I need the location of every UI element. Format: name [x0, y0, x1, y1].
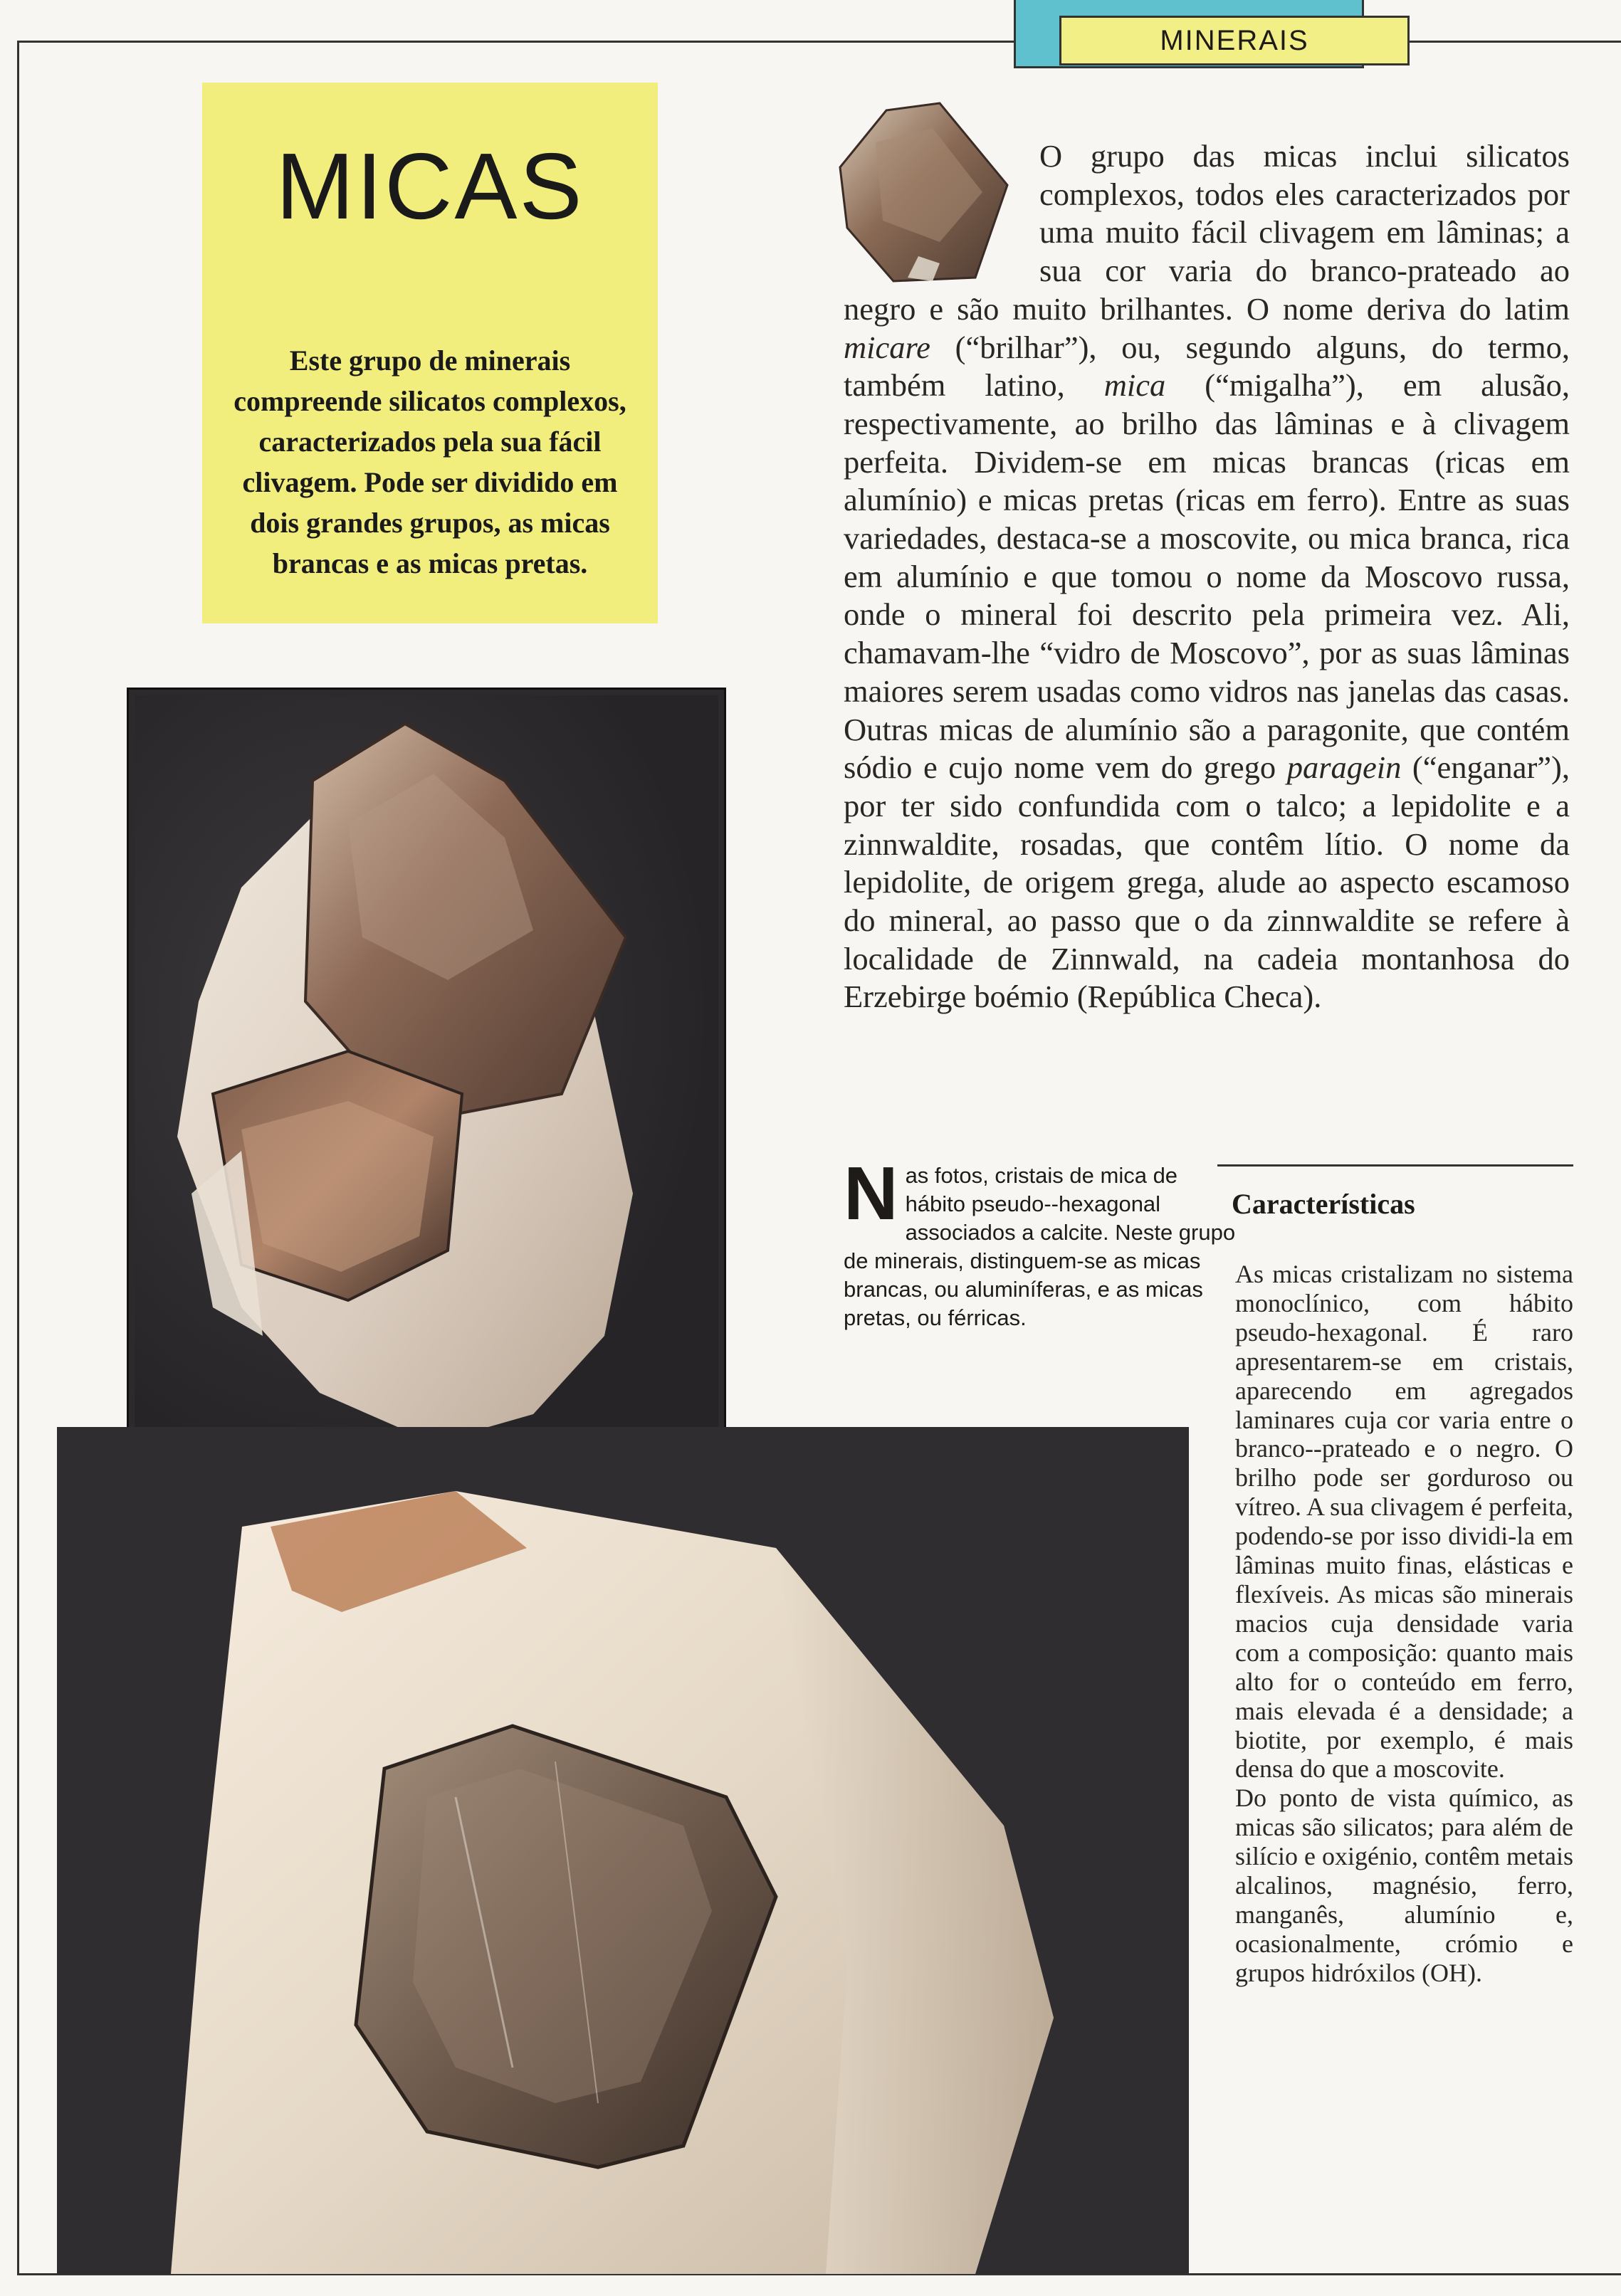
- page-frame-left: [17, 41, 19, 2275]
- term-mica: mica: [1103, 367, 1166, 404]
- section-label: MINERAIS: [1160, 24, 1309, 56]
- photo-caption: [844, 1152, 1242, 1332]
- body-part-1: O grupo das micas inclui silicatos complexos, todos eles caracterizados por uma muito fácil clivagem em lâminas; a sua cor varia do branco-prateado ao negro e são muito brilhantes. O nome deriva do latim: [844, 138, 1570, 327]
- body-part-2: (“brilhar”), ou, segundo alguns, do termo, também latino,: [844, 329, 1570, 404]
- mica-crystal-photo-1: [127, 688, 726, 1497]
- thumbnail-wrap-space: [844, 137, 1039, 287]
- body-part-4: (“enganar”), por ter sido confundida com o talco; a lepidolite e a zinnwaldite, rosadas, que contêm lítio. O nome da lepidolite, de origem grega, alude ao aspecto escamoso do mineral, ao passo que o da zinnwaldite se refere à localidade de Zinnwald, na cadeia montanhosa do Erzebirge boémio (República Checa).: [844, 749, 1570, 1015]
- mica-crystal-photo-2: [57, 1427, 1189, 2274]
- sidebar-text: [1235, 1260, 1573, 1988]
- lead-paragraph: Este grupo de minerais compreende silicatos complexos, caracterizados pela sua fácil clivagem. Pode ser dividido em dois grandes grupos, as micas brancas e as micas pretas.: [234, 344, 626, 579]
- title-box: [202, 83, 658, 623]
- section-tab: [1059, 16, 1410, 65]
- sidebar-paragraph-2: Do ponto de vista químico, as micas são silicatos; para além de silício e oxigénio, contêm metais alcalinos, magnésio, ferro, manganês, alumínio e, ocasionalmente, crómio e grupos hidróxilos (OH).: [1235, 1784, 1573, 1987]
- mica-specimen-illustration-2: [57, 1427, 1189, 2274]
- sidebar-heading: Características: [1232, 1188, 1415, 1220]
- caption-dropcap: N: [844, 1152, 898, 1236]
- sidebar-paragraph-1: As micas cristalizam no sistema monoclínico, com hábito pseudo-hexagonal. É raro apresentarem-se em cristais, aparecendo em agregados laminares cuja cor varia entre o branco--prateado e o negro. O brilho pode ser gorduroso ou vítreo. A sua clivagem é perfeita, podendo-se por isso dividi-la em lâminas muito finas, elásticas e flexíveis. As micas são minerais macios cuja densidade varia com a composição: quanto mais alto for o conteúdo em ferro, mais elevada é a densidade; a biotite, por exemplo, é mais densa do que a moscovite.: [1235, 1260, 1573, 1784]
- page-title: MICAS: [276, 134, 584, 238]
- mica-specimen-illustration-1: [135, 695, 718, 1490]
- sidebar-rule: [1217, 1164, 1573, 1167]
- main-article-text: [844, 137, 1570, 1016]
- body-part-3: (“migalha”), em alusão, respectivamente, ao brilho das lâminas e à clivagem perfeita. Dividem-se em micas brancas (ricas em alumínio) e micas pretas (ricas em ferro). Entre as suas variedades, destaca-se a moscovite, ou mica branca, rica em alumínio e que tomou o nome da Moscovo russa, onde o mineral foi descrito pela primeira vez. Ali, chamavam-lhe “vidro de Moscovo”, por as suas lâminas maiores serem usadas como vidros nas janelas das casas. Outras micas de alumínio são a paragonite, que contém sódio e cujo nome vem do grego: [844, 367, 1570, 786]
- caption-text: as fotos, cristais de mica de hábito pseudo--hexagonal associados a calcite. Neste grupo de minerais, distinguem-se as micas brancas, ou aluminíferas, e as micas pretas, ou férricas.: [844, 1163, 1236, 1330]
- term-paragein: paragein: [1286, 749, 1402, 786]
- term-micare: micare: [844, 329, 930, 365]
